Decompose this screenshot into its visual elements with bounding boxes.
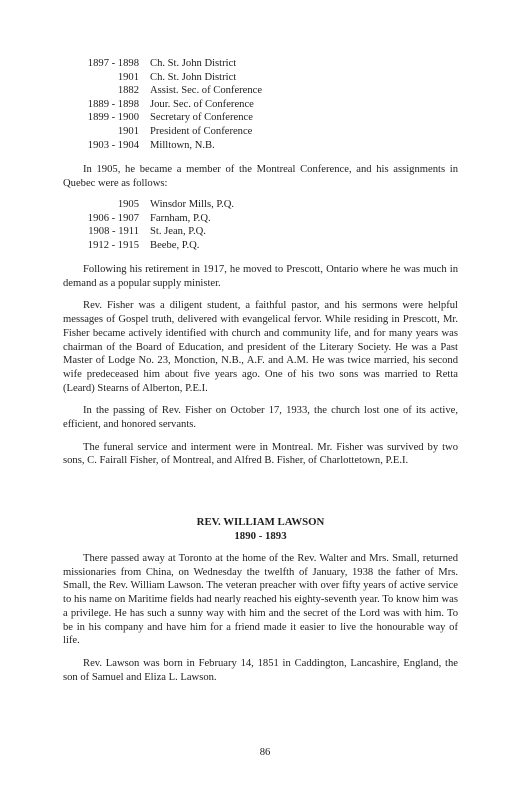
list-item-years: 1912 - 1915 xyxy=(87,239,139,251)
list-item xyxy=(63,212,458,226)
list-item-desc: Jour. Sec. of Conference xyxy=(150,98,254,110)
list-item xyxy=(63,98,458,112)
list-item-desc: St. Jean, P.Q. xyxy=(150,226,206,238)
paragraph: There passed away at Toronto at the home of the Rev. Walter and Mrs. Small, returned missionaries from China, on Wednesday the twelfth of January, 1938 the father of Mrs. Small, the Rev. William Lawson. The veteran preacher with over fifty years of active service to his name on Maritime fields had nearly reached his eighty-seventh year. To know him was a privilege. He has such a sunny way with him and the secret of the Lord was with him. To be in his company and have him for a friend made it easier to live the honourable way of life. xyxy=(63,553,458,647)
list-item xyxy=(63,139,458,153)
list-item-years: 1906 - 1907 xyxy=(87,212,139,224)
list-item-years: 1903 - 1904 xyxy=(87,139,139,151)
list-item xyxy=(63,239,458,253)
list-item-years: 1889 - 1898 xyxy=(87,98,139,110)
list-item-desc: Secretary of Conference xyxy=(150,112,253,124)
list-item-years: 1901 xyxy=(117,125,139,137)
list-item-desc: Beebe, P.Q. xyxy=(150,239,200,251)
paragraph: Following his retirement in 1917, he moved to Prescott, Ontario where he was much in demand as a popular supply minister. xyxy=(63,264,458,289)
page-number: 86 xyxy=(259,747,271,758)
list-item xyxy=(63,71,458,85)
section-heading xyxy=(63,515,458,543)
list-item-years: 1899 - 1900 xyxy=(87,112,139,124)
list-item-years: 1908 - 1911 xyxy=(88,226,139,238)
paragraph-montreal-conference xyxy=(63,163,458,199)
list-item-years: 1882 xyxy=(117,85,139,97)
list-item xyxy=(63,111,458,125)
list-item-desc: President of Conference xyxy=(150,125,253,137)
appointments-list-maritime xyxy=(63,57,458,152)
list-item-years: 1901 xyxy=(117,71,139,83)
body-text-fisher xyxy=(63,263,458,477)
list-item xyxy=(63,57,458,71)
list-item-desc: Milltown, N.B. xyxy=(150,139,215,151)
appointments-list-quebec xyxy=(63,198,458,252)
paragraph: In the passing of Rev. Fisher on October 17, 1933, the church lost one of its active, efficient, and honored servants. xyxy=(63,405,458,431)
section-years: 1890 - 1893 xyxy=(234,530,287,542)
paragraph: In 1905, he became a member of the Montreal Conference, and his assignments in Quebec were as follows: xyxy=(63,164,458,189)
list-item-years: 1905 xyxy=(117,199,139,210)
list-item-desc: Winsdor Mills, P.Q. xyxy=(150,199,235,210)
list-item-desc: Farnham, P.Q. xyxy=(150,212,211,224)
list-item xyxy=(63,125,458,139)
list-item xyxy=(63,84,458,98)
list-item xyxy=(63,225,458,239)
list-item xyxy=(63,198,458,212)
paragraph: Rev. Fisher was a diligent student, a faithful pastor, and his sermons were helpful messages of Gospel truth, delivered with evangelical fervor. While residing in Prescott, Mr. Fisher became actively identified with church and community life, and for many years was chairman of the Board of Education, and president of the Literary Society. He was a Past Master of Lodge No. 23, Monction, N.B., A.F. and A.M. He was twice married, his second wife predeceased him about five years ago. One of his two sons was married to Retta (Leard) Stearns of Alberton, P.E.I. xyxy=(63,300,458,394)
list-item-desc: Ch. St. John District xyxy=(150,71,237,83)
list-item-desc: Assist. Sec. of Conference xyxy=(150,85,263,97)
paragraph: The funeral service and interment were in Montreal. Mr. Fisher was survived by two sons, C. Fairall Fisher, of Montreal, and Alfred B. Fisher, of Charlottetown, P.E.I. xyxy=(63,441,458,467)
list-item-years: 1897 - 1898 xyxy=(87,58,139,69)
section-title: REV. WILLIAM LAWSON xyxy=(196,516,325,528)
list-item-desc: Ch. St. John District xyxy=(150,58,237,69)
paragraph: Rev. Lawson was born in February 14, 1851 in Caddington, Lancashire, England, the son of Samuel and Eliza L. Lawson. xyxy=(63,657,458,683)
body-text-lawson xyxy=(63,552,458,693)
